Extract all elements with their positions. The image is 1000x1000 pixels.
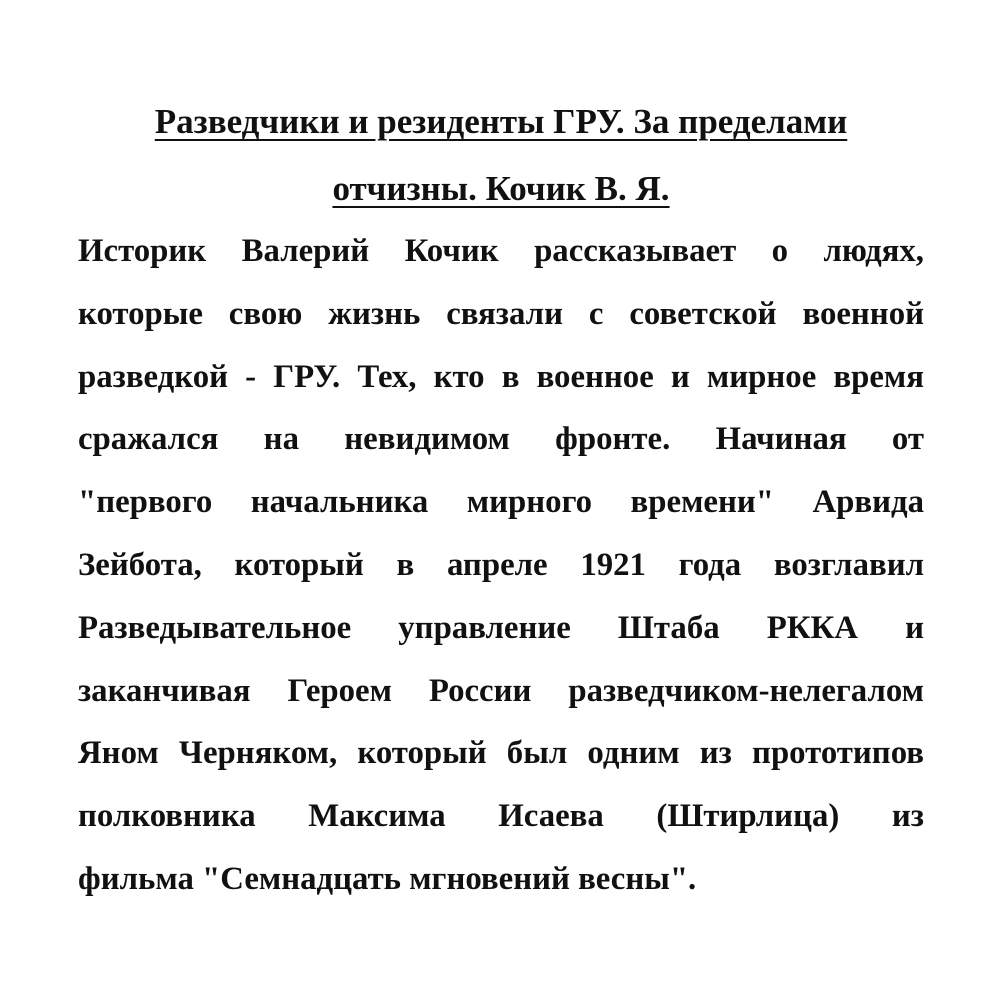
book-title-line: Разведчики и резиденты ГРУ. За пределами xyxy=(154,102,848,141)
description-line: разведкой - ГРУ. Тех, кто в военное и мирное время xyxy=(78,358,924,395)
description-line: фильма "Семнадцать мгновений весны". xyxy=(78,860,697,897)
book-description-page xyxy=(78,88,924,911)
description-line: "первого начальника мирного времени" Арвида xyxy=(78,484,924,521)
description-line: Историк Валерий Кочик рассказывает о людях, xyxy=(78,233,924,269)
description-line: заканчивая Героем России разведчиком-нелегалом xyxy=(78,672,924,709)
book-description xyxy=(78,220,924,911)
description-line: Зейбота, который в апреле 1921 года возглавил xyxy=(78,546,924,583)
book-title-line: отчизны. Кочик В. Я. xyxy=(332,169,670,208)
description-line: которые свою жизнь связали с советской военной xyxy=(78,295,924,332)
description-line: сражался на невидимом фронте. Начиная от xyxy=(78,421,924,458)
description-line: Яном Черняком, который был одним из прототипов xyxy=(78,735,924,772)
book-title xyxy=(78,88,924,222)
description-line: полковника Максима Исаева (Штирлица) из xyxy=(78,798,924,835)
description-line: Разведывательное управление Штаба РККА и xyxy=(78,609,924,646)
